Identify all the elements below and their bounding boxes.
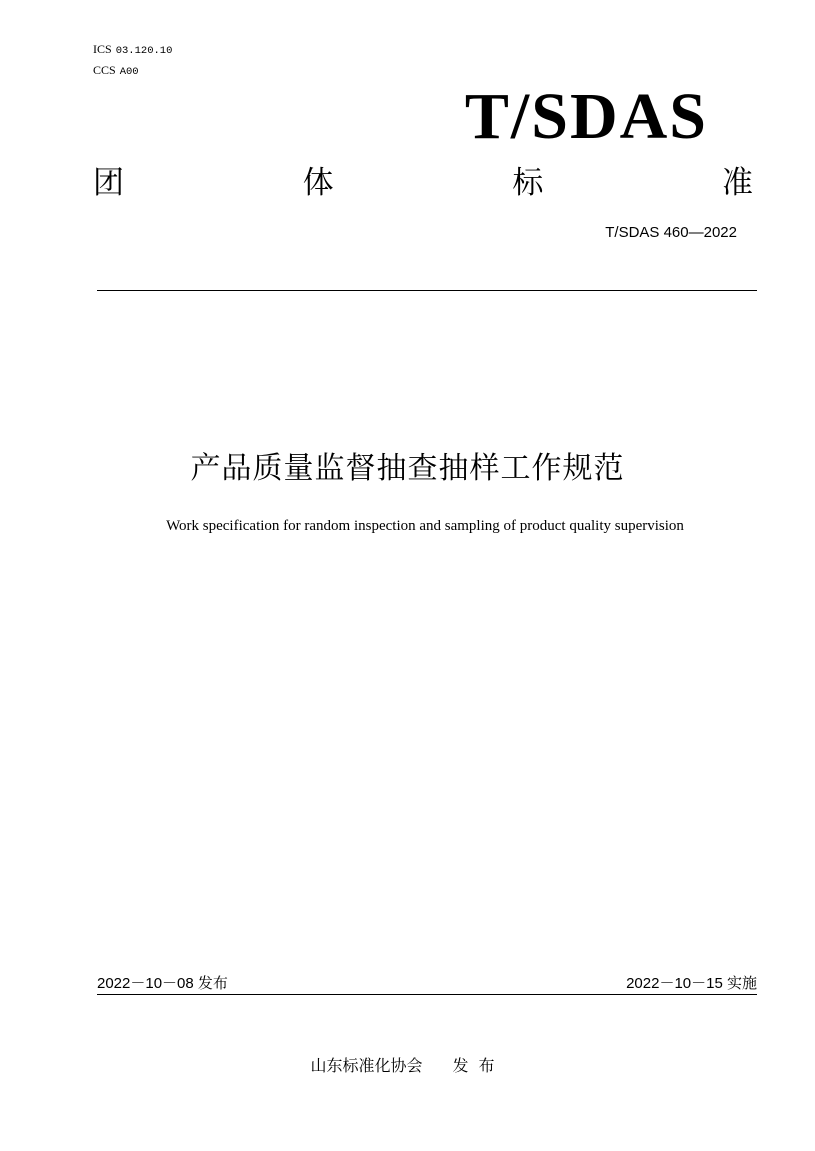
- top-divider: [97, 290, 757, 291]
- publisher-line: [0, 1053, 815, 1076]
- standard-category: [93, 157, 753, 201]
- category-char: 准: [721, 164, 753, 201]
- ccs-code: [93, 61, 172, 82]
- bottom-divider: [97, 994, 757, 995]
- publisher-organization: 山东标准化协会: [310, 1056, 423, 1075]
- ics-value: 03.120.10: [115, 45, 173, 57]
- publisher-action: 发布: [452, 1056, 505, 1075]
- implementation-date: 2022－10－15 实施: [626, 975, 757, 992]
- document-title-english: Work specification for random inspection and sampling of product quality supervision: [166, 518, 684, 534]
- standard-number: T/SDAS 460—2022: [605, 224, 737, 241]
- standard-logo: T/SDAS: [464, 80, 708, 153]
- ics-code: [93, 40, 172, 61]
- category-char: 体: [302, 164, 334, 201]
- ics-label: ICS: [93, 42, 112, 56]
- issue-date: 2022－10－08 发布: [97, 975, 228, 992]
- ccs-value: A00: [119, 66, 139, 78]
- date-row: [97, 972, 757, 994]
- category-char: 团: [93, 164, 124, 201]
- document-title-chinese: 产品质量监督抽查抽样工作规范: [190, 451, 625, 486]
- category-char: 标: [512, 164, 544, 201]
- classification-codes: [93, 40, 172, 82]
- ccs-label: CCS: [93, 63, 116, 77]
